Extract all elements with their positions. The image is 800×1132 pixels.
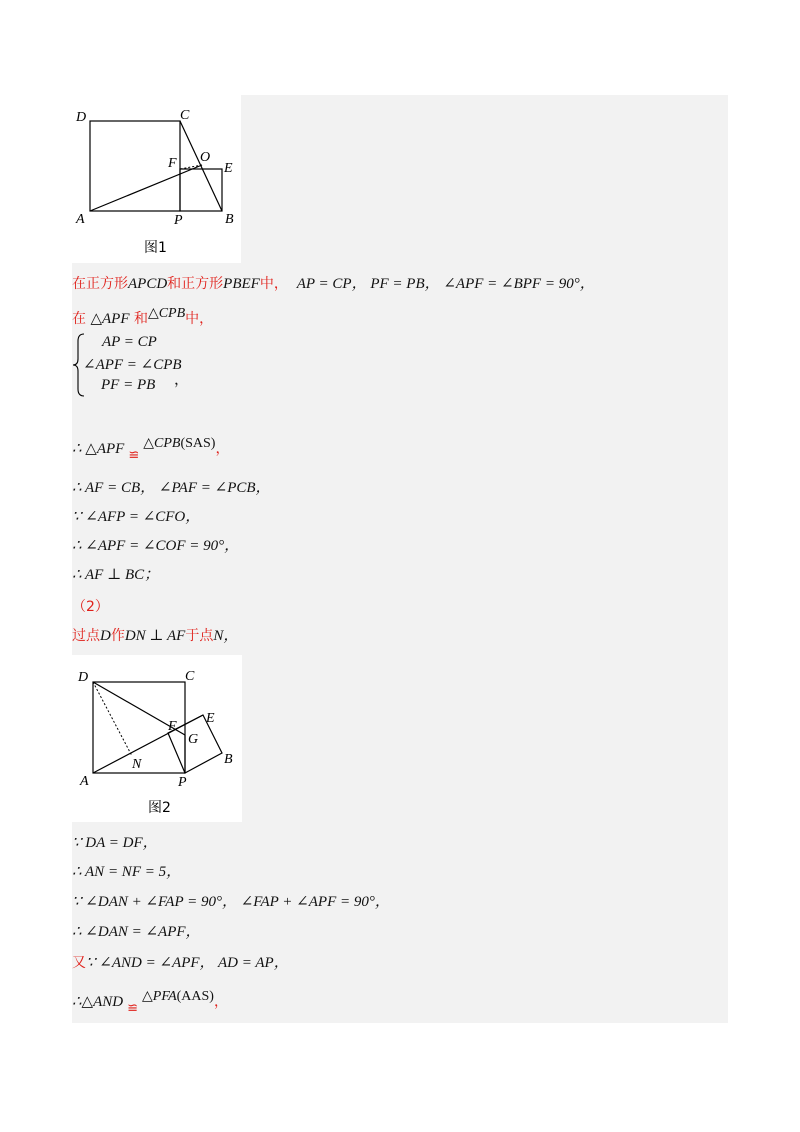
label-D2: D	[78, 670, 89, 685]
label-N2: N	[132, 757, 142, 772]
label-B2: B	[224, 752, 233, 767]
line-3: ∴ △APF ≌△CPB(SAS)，	[72, 436, 230, 463]
line-2: 在 △APF 和△CPB中，	[72, 306, 214, 327]
figure-1	[72, 95, 241, 263]
label-E: E	[224, 161, 233, 176]
system-comma: ，	[174, 372, 190, 388]
line-12: ∵ ∠DAN + ∠FAP = 90°， ∠FAP + ∠APF = 90°，	[72, 894, 390, 910]
line-4: ∴ AF = CB， ∠PAF = ∠PCB，	[72, 480, 271, 496]
figure-1-diagram	[72, 95, 241, 263]
part-2-heading: （2）	[72, 599, 109, 615]
label-F2: F	[168, 719, 177, 734]
line-5: ∵ ∠AFP = ∠CFO，	[72, 509, 201, 525]
figure-1-caption: 图1	[144, 240, 167, 256]
line-15: ∴△AND ≌△PFA(AAS)，	[72, 989, 228, 1016]
system-line-1: AP = CP	[102, 334, 157, 350]
label-P2: P	[178, 775, 187, 790]
line-7: ∴ AF ⊥ BC；	[72, 567, 160, 583]
label-C2: C	[185, 669, 195, 684]
figure-2	[72, 655, 242, 822]
label-P: P	[174, 213, 183, 228]
line-13: ∴ ∠DAN = ∠APF，	[72, 924, 201, 940]
figure-2-diagram	[72, 655, 242, 822]
line-6: ∴ ∠APF = ∠COF = 90°，	[72, 538, 240, 554]
label-A: A	[76, 212, 85, 227]
line-1: 在正方形APCD和正方形PBEF中， AP = CP， PF = PB， ∠APF = ∠BPF = 90°，	[72, 276, 595, 292]
line-10: ∵ DA = DF，	[72, 835, 158, 851]
label-E2: E	[206, 711, 215, 726]
label-G2: G	[188, 732, 199, 747]
label-O: O	[200, 150, 211, 165]
line-11: ∴ AN = NF = 5，	[72, 864, 182, 880]
label-C: C	[180, 108, 190, 123]
label-B: B	[225, 212, 234, 227]
system-line-2: ∠APF = ∠CPB	[83, 357, 182, 373]
label-D: D	[76, 110, 87, 125]
line-14: 又∵ ∠AND = ∠APF， AD = AP，	[72, 955, 289, 971]
figure-2-caption: 图2	[148, 800, 171, 816]
line-9: 过点D作DN ⊥ AF于点N，	[72, 628, 239, 644]
label-A2: A	[80, 774, 89, 789]
label-F: F	[168, 156, 177, 171]
system-line-3: PF = PB	[101, 377, 156, 393]
